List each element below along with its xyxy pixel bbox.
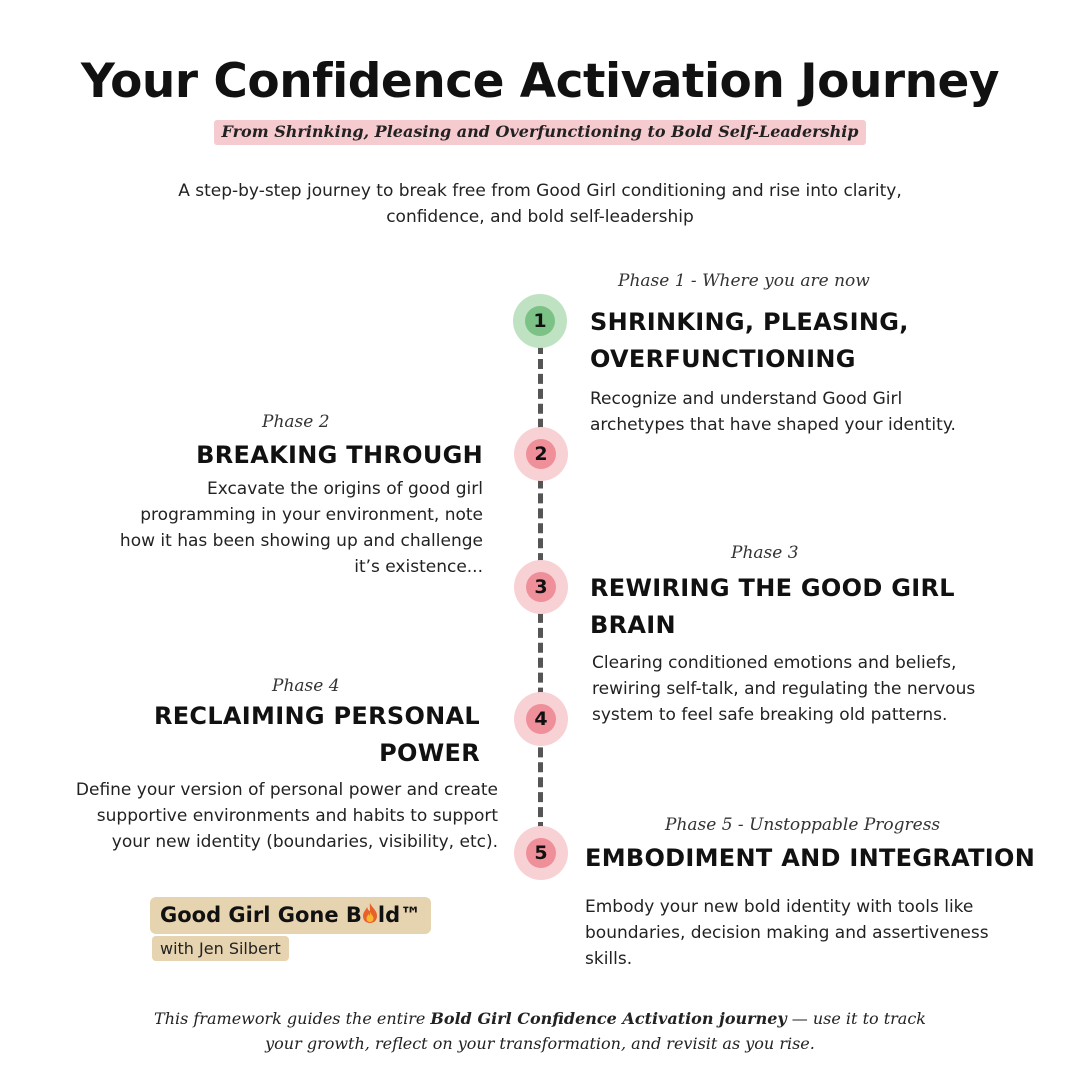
phase-5-description: Embody your new bold identity with tools like boundaries, decision making and assertiveness skills.: [585, 897, 989, 969]
phase-2-number: 2: [526, 439, 556, 469]
brand-byline: with Jen Silbert: [152, 936, 289, 961]
phase-4-node: [514, 692, 568, 746]
phase-2-node: [514, 427, 568, 481]
phase-1-label: Phase 1 - Where you are now: [618, 271, 870, 291]
phase-4-title: RECLAIMING PERSONAL POWER: [153, 702, 480, 767]
subtitle-wrap: [0, 120, 1080, 145]
intro-text: A step-by-step journey to break free from Good Girl conditioning and rise into clarity, confidence, and bold self-leadership: [178, 181, 902, 227]
page-title: Your Confidence Activation Journey: [80, 54, 1000, 109]
brand-name: [150, 897, 431, 934]
phase-4-description: Define your version of personal power and create supportive environments and habits to support your new identity (boundaries, visibility, etc).: [75, 780, 498, 852]
phase-3-title: REWIRING THE GOOD GIRL BRAIN: [590, 574, 955, 639]
phase-5-number: 5: [526, 838, 556, 868]
brand-logo: [150, 897, 431, 961]
phase-1-description: Recognize and understand Good Girl archetypes that have shaped your identity.: [590, 389, 956, 435]
phase-3-node: [514, 560, 568, 614]
brand-name-end: ld™: [377, 903, 422, 927]
footer-text-bold: Bold Girl Confidence Activation journey: [430, 1009, 787, 1028]
phase-4-number: 4: [526, 704, 556, 734]
phase-2-title: BREAKING THROUGH: [196, 441, 483, 469]
phase-1-title: SHRINKING, PLEASING, OVERFUNCTIONING: [590, 308, 909, 373]
footer-note: [140, 1006, 940, 1056]
phase-1-node: [513, 294, 567, 348]
phase-5-node: [514, 826, 568, 880]
phase-5-title: EMBODIMENT AND INTEGRATION: [585, 844, 1036, 872]
phase-5-label: Phase 5 - Unstoppable Progress: [665, 815, 941, 835]
footer-text-end: — use it to track your growth, reflect on your transformation, and revisit as you rise.: [265, 1009, 926, 1053]
page-subtitle: From Shrinking, Pleasing and Overfunctioning to Bold Self-Leadership: [214, 120, 867, 145]
footer-text-start: This framework guides the entire: [154, 1009, 431, 1028]
phase-3-label: Phase 3: [731, 543, 799, 563]
phase-3-number: 3: [526, 572, 556, 602]
phase-3-description: Clearing conditioned emotions and beliefs, rewiring self-talk, and regulating the nervous system to feel safe breaking old patterns.: [592, 653, 976, 725]
brand-name-start: Good Girl Gone B: [160, 903, 362, 927]
phase-2-description: Excavate the origins of good girl programming in your environment, note how it has been showing up and challenge it’s existence...: [119, 479, 483, 577]
phase-1-number: 1: [525, 306, 555, 336]
phase-2-label: Phase 2: [262, 412, 330, 432]
flame-icon: [362, 902, 378, 929]
phase-4-label: Phase 4: [272, 676, 340, 696]
